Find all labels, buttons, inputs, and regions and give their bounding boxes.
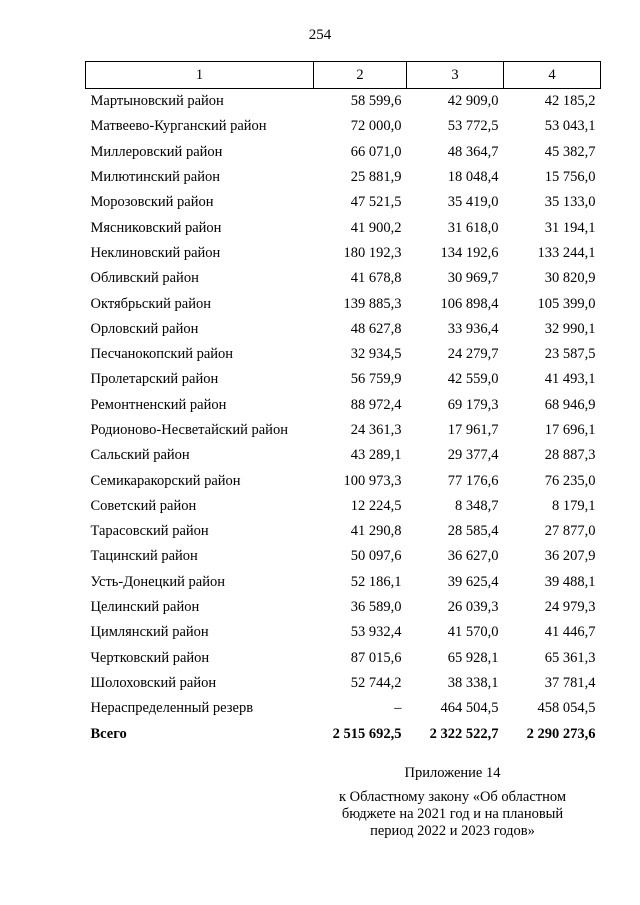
district-name-cell: Мартыновский район [90, 93, 224, 110]
table-row [86, 215, 601, 240]
column-header: 2 [314, 62, 407, 89]
appendix-line: бюджете на 2021 год и на плановый [341, 806, 564, 822]
district-name-cell: Мясниковский район [90, 219, 222, 236]
district-name-cell: Неклиновский район [90, 244, 221, 261]
table-row [86, 165, 601, 190]
value-col3-cell: 48 364,7 [447, 143, 499, 160]
value-col3-cell: 36 627,0 [447, 548, 499, 565]
district-name-cell: Песчанокопский район [90, 346, 234, 363]
table-row [86, 317, 601, 342]
value-col3-cell: 8 348,7 [455, 497, 499, 514]
value-col2-cell: 41 678,8 [350, 270, 402, 287]
district-name-cell: Пролетарский район [90, 371, 219, 388]
appendix-description [320, 789, 585, 840]
district-name-cell: Тарасовский район [90, 523, 209, 540]
district-name-cell: Обливский район [90, 270, 199, 287]
value-col4-cell: 31 194,1 [544, 219, 596, 236]
value-col3-cell: 33 936,4 [447, 320, 499, 337]
value-col4-cell: 27 877,0 [544, 523, 596, 540]
budget-table [85, 61, 601, 747]
district-name-cell: Октябрьский район [90, 295, 211, 312]
table-row [86, 367, 601, 392]
value-col4-cell: 41 493,1 [544, 371, 596, 388]
value-col3-cell: 42 559,0 [447, 371, 499, 388]
district-name-cell: Усть-Донецкий район [90, 573, 225, 590]
table-row [86, 342, 601, 367]
value-col2-cell: 24 361,3 [350, 422, 402, 438]
value-col2-cell: 41 290,8 [350, 523, 402, 540]
table-row [86, 241, 601, 266]
value-col2-cell: 12 224,5 [350, 497, 402, 514]
value-col3-cell: 42 909,0 [447, 93, 499, 110]
district-name-cell: Ремонтненский район [90, 396, 227, 413]
value-col3-cell: 38 338,1 [447, 674, 499, 691]
district-name-cell: Морозовский район [90, 194, 214, 211]
table-row [86, 696, 601, 721]
value-col4-cell: 133 244,1 [537, 244, 596, 261]
value-col4-cell: 37 781,4 [544, 674, 596, 691]
value-col3-cell: 24 279,7 [447, 346, 499, 363]
district-name-cell: Матвеево-Курганский район [90, 118, 267, 135]
value-col2-cell: 41 900,2 [350, 219, 402, 236]
district-name-cell: Целинский район [90, 599, 200, 616]
value-col3-cell: 30 969,7 [447, 270, 499, 287]
district-name-cell: Семикаракорский район [90, 472, 241, 489]
value-col2-cell: 48 627,8 [350, 320, 402, 337]
table-row [86, 646, 601, 671]
value-col2-cell: 36 589,0 [350, 599, 402, 616]
value-col4-cell: 68 946,9 [544, 396, 596, 413]
table-body [86, 89, 601, 747]
value-col2-cell: 180 192,3 [343, 244, 402, 261]
value-col4-cell: 41 446,7 [544, 624, 596, 641]
value-col3-cell: 39 625,4 [447, 573, 499, 590]
district-name-cell: Миллеровский район [90, 143, 223, 160]
district-name-cell: Сальский район [90, 447, 190, 464]
value-col2-cell: 47 521,5 [350, 194, 402, 211]
value-col4-cell: 45 382,7 [544, 143, 596, 160]
page-number: 254 [308, 27, 332, 43]
value-col4-cell: 24 979,3 [544, 599, 596, 616]
table-row [86, 89, 601, 115]
district-name-cell: Цимлянский район [90, 624, 209, 641]
value-col2-cell: 100 973,3 [343, 472, 402, 489]
column-header: 1 [86, 62, 314, 89]
value-col3-cell: 26 039,3 [447, 599, 499, 616]
value-col2-cell: 87 015,6 [350, 649, 402, 666]
value-col4-cell: 8 179,1 [552, 497, 596, 514]
table-row [86, 671, 601, 696]
value-col3-cell: 53 772,5 [447, 118, 499, 135]
value-col2-cell: 50 097,6 [350, 548, 402, 565]
table-row [86, 114, 601, 139]
value-col3-cell: 28 585,4 [447, 523, 499, 540]
value-col2-cell: 25 881,9 [350, 169, 402, 186]
value-col4-cell: 30 820,9 [544, 270, 596, 287]
value-col2-cell: 32 934,5 [350, 346, 402, 363]
value-col4-cell: 23 587,5 [544, 346, 596, 363]
table-header-row [86, 62, 601, 89]
value-col4-cell: 53 043,1 [544, 118, 596, 135]
value-col4-cell: 39 488,1 [544, 573, 596, 590]
table-row [86, 570, 601, 595]
value-col4-cell: 17 696,1 [544, 422, 596, 438]
value-col2-cell: 72 000,0 [350, 118, 402, 135]
table-row [86, 494, 601, 519]
value-col2-cell: 43 289,1 [350, 447, 402, 464]
table-row [86, 393, 601, 418]
table-row [86, 544, 601, 569]
table-row [86, 595, 601, 620]
table-row [86, 266, 601, 291]
value-col2-cell: 58 599,6 [350, 93, 402, 110]
district-name-cell: Родионово-Несветайский район [90, 422, 288, 438]
value-col3-cell: 134 192,6 [440, 244, 499, 261]
value-col4-cell: 105 399,0 [537, 295, 596, 312]
value-col3-cell: 35 419,0 [447, 194, 499, 211]
appendix-line: период 2022 и 2023 годов» [370, 823, 535, 839]
total-label-cell: Всего [90, 725, 127, 742]
district-name-cell: Чертковский район [90, 649, 210, 666]
value-col2-cell: 52 186,1 [350, 573, 402, 590]
value-col3-cell: 17 961,7 [447, 422, 499, 438]
table-row [86, 418, 601, 443]
value-col2-cell: 88 972,4 [350, 396, 402, 413]
value-col3-cell: 41 570,0 [447, 624, 499, 641]
value-col3-cell: 29 377,4 [447, 447, 499, 464]
value-col4-cell: 76 235,0 [544, 472, 596, 489]
value-col4-cell: 458 054,5 [537, 700, 596, 717]
value-col2-cell: 56 759,9 [350, 371, 402, 388]
value-col3-cell: 464 504,5 [440, 700, 499, 717]
total-col2-cell: 2 515 692,5 [332, 725, 402, 742]
value-col4-cell: 35 133,0 [544, 194, 596, 211]
table-row [86, 620, 601, 645]
column-header: 4 [504, 62, 601, 89]
value-col2-cell: 139 885,3 [343, 295, 402, 312]
district-name-cell: Советский район [90, 497, 197, 514]
district-name-cell: Нераспределенный резерв [90, 700, 254, 717]
value-col4-cell: 28 887,3 [544, 447, 596, 464]
district-name-cell: Тацинский район [90, 548, 198, 565]
value-col3-cell: 69 179,3 [447, 396, 499, 413]
total-col4-cell: 2 290 273,6 [526, 725, 596, 742]
value-col3-cell: 65 928,1 [447, 649, 499, 666]
appendix-line: к Областному закону «Об областном [338, 789, 567, 805]
value-col4-cell: 36 207,9 [544, 548, 596, 565]
value-col4-cell: 65 361,3 [544, 649, 596, 666]
district-name-cell: Орловский район [90, 320, 199, 337]
value-col3-cell: 31 618,0 [447, 219, 499, 236]
value-col2-cell: 52 744,2 [350, 674, 402, 691]
total-col3-cell: 2 322 522,7 [429, 725, 499, 742]
appendix-title: Приложение 14 [404, 765, 501, 781]
column-header: 3 [407, 62, 504, 89]
value-col3-cell: 77 176,6 [447, 472, 499, 489]
value-col4-cell: 42 185,2 [544, 93, 596, 110]
value-col2-cell: – [394, 700, 402, 717]
table-row [86, 190, 601, 215]
total-row [86, 721, 601, 746]
district-name-cell: Шолоховский район [90, 674, 217, 691]
table-row [86, 140, 601, 165]
table-row [86, 519, 601, 544]
table-row [86, 468, 601, 493]
value-col4-cell: 15 756,0 [544, 169, 596, 186]
value-col2-cell: 53 932,4 [350, 624, 402, 641]
district-name-cell: Милютинский район [90, 169, 220, 186]
table-row [86, 291, 601, 316]
value-col3-cell: 106 898,4 [440, 295, 499, 312]
value-col3-cell: 18 048,4 [447, 169, 499, 186]
value-col2-cell: 66 071,0 [350, 143, 402, 160]
table-row [86, 443, 601, 468]
value-col4-cell: 32 990,1 [544, 320, 596, 337]
